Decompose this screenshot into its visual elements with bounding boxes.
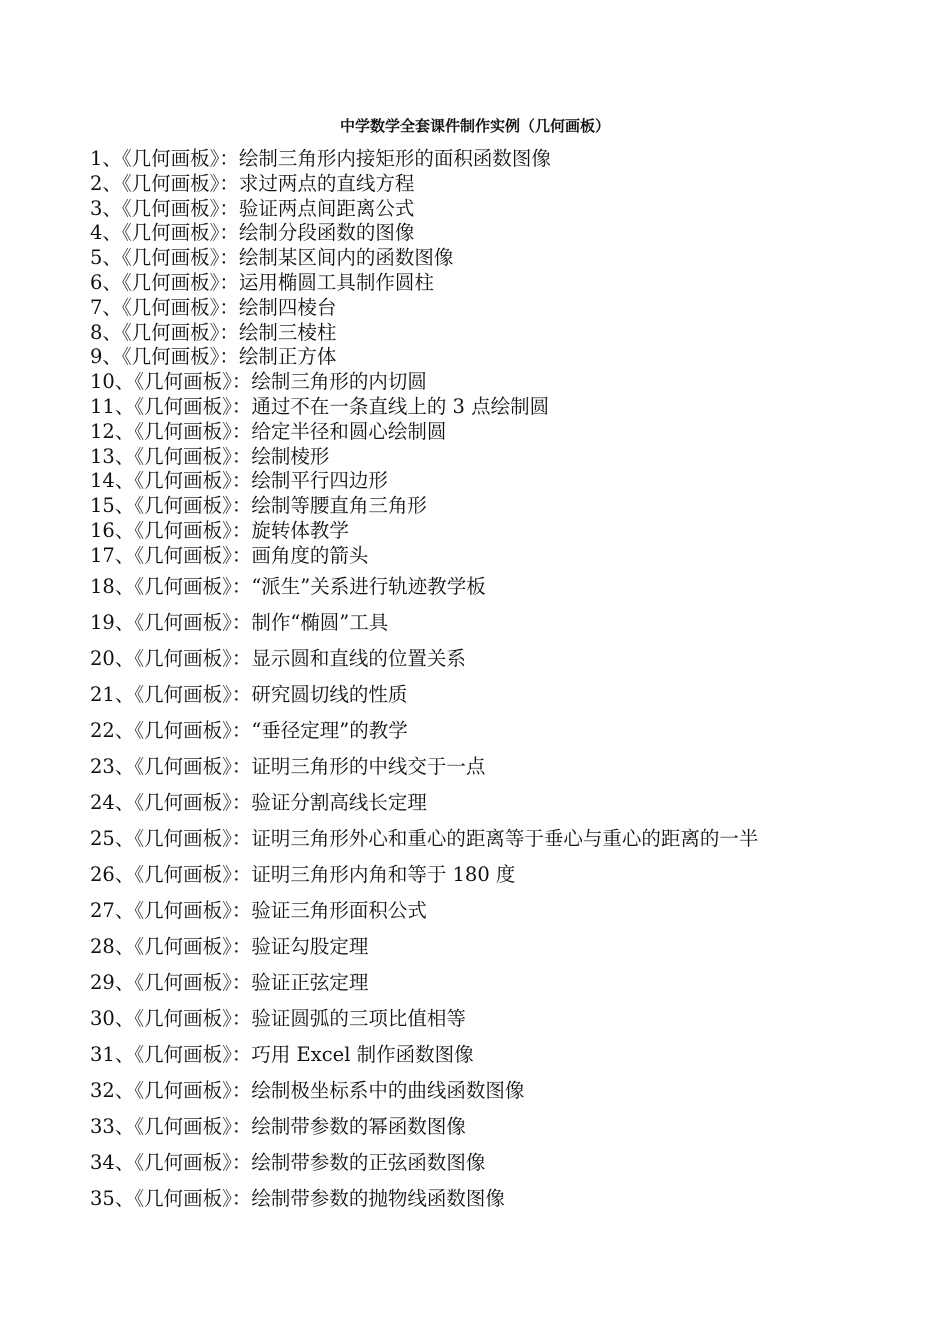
list-item: 26、《几何画板》：证明三角形内角和等于 180 度: [90, 862, 516, 886]
list-item: 24、《几何画板》：验证分割高线长定理: [90, 790, 427, 814]
list-item: 7、《几何画板》：绘制四棱台: [90, 295, 337, 319]
list-item: 23、《几何画板》：证明三角形的中线交于一点: [90, 754, 486, 778]
list-item: 10、《几何画板》：绘制三角形的内切圆: [90, 370, 427, 394]
list-item: 19、《几何画板》：制作“椭圆”工具: [90, 610, 389, 634]
course-list: [90, 147, 758, 1217]
list-item: 14、《几何画板》：绘制平行四边形: [90, 469, 388, 493]
list-item: 32、《几何画板》：绘制极坐标系中的曲线函数图像: [90, 1078, 525, 1102]
list-item: 20、《几何画板》：显示圆和直线的位置关系: [90, 646, 466, 670]
list-item: 6、《几何画板》：运用椭圆工具制作圆柱: [90, 270, 434, 294]
list-item: 29、《几何画板》：验证正弦定理: [90, 970, 369, 994]
list-item: 13、《几何画板》：绘制棱形: [90, 444, 330, 468]
list-item: 1、《几何画板》：绘制三角形内接矩形的面积函数图像: [90, 147, 551, 170]
list-item: 28、《几何画板》：验证勾股定理: [90, 934, 369, 958]
list-item: 17、《几何画板》：画角度的箭头: [90, 543, 369, 567]
list-item: 35、《几何画板》：绘制带参数的抛物线函数图像: [90, 1186, 505, 1210]
list-item: 31、《几何画板》：巧用 Excel 制作函数图像: [90, 1042, 474, 1066]
list-item: 12、《几何画板》：给定半径和圆心绘制圆: [90, 419, 447, 443]
list-item: 33、《几何画板》：绘制带参数的幂函数图像: [90, 1114, 466, 1138]
list-item: 16、《几何画板》：旋转体教学: [90, 518, 349, 542]
list-item: 4、《几何画板》：绘制分段函数的图像: [90, 221, 415, 245]
page-title: 中学数学全套课件制作实例（几何画板）: [339, 117, 610, 135]
list-item: 30、《几何画板》：验证圆弧的三项比值相等: [90, 1006, 466, 1030]
list-item: 18、《几何画板》：“派生”关系进行轨迹教学板: [90, 574, 486, 598]
list-item: 22、《几何画板》：“垂径定理”的教学: [90, 718, 408, 742]
list-item: 2、《几何画板》：求过两点的直线方程: [90, 171, 415, 195]
list-item: 25、《几何画板》：证明三角形外心和重心的距离等于垂心与重心的距离的一半: [90, 826, 759, 850]
list-item: 5、《几何画板》：绘制某区间内的函数图像: [90, 246, 454, 270]
list-item: 9、《几何画板》：绘制正方体: [90, 345, 337, 369]
list-item: 27、《几何画板》：验证三角形面积公式: [90, 898, 427, 922]
list-item: 3、《几何画板》：验证两点间距离公式: [90, 196, 415, 220]
list-item: 11、《几何画板》：通过不在一条直线上的 3 点绘制圆: [90, 394, 550, 418]
list-item: 21、《几何画板》：研究圆切线的性质: [90, 682, 408, 706]
list-item: 15、《几何画板》：绘制等腰直角三角形: [90, 494, 427, 518]
list-item: 8、《几何画板》：绘制三棱柱: [90, 320, 337, 344]
list-item: 34、《几何画板》：绘制带参数的正弦函数图像: [90, 1150, 486, 1174]
